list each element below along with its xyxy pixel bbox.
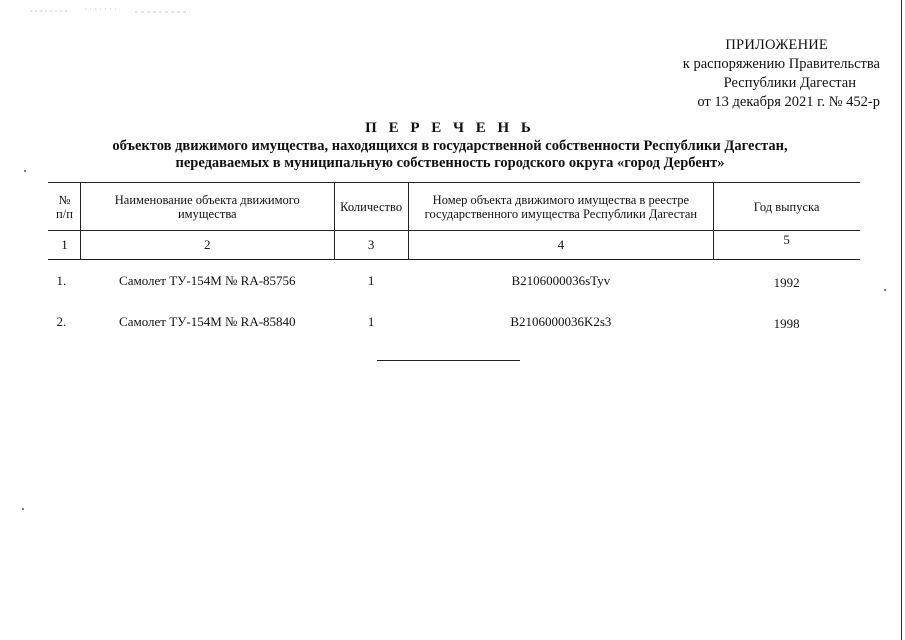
table-header-row	[49, 183, 860, 231]
scan-edge-line	[901, 0, 902, 640]
row-registry-number: B2106000036K2s3	[510, 313, 612, 329]
row-quantity: 1	[367, 272, 375, 288]
column-number: 5	[714, 231, 860, 260]
scan-artifact	[30, 4, 200, 18]
row-registry-number: B2106000036sTyv	[511, 272, 611, 288]
property-table	[48, 182, 860, 342]
column-number: 4	[408, 231, 714, 260]
title-word: П Е Р Е Ч Е Н Ь	[365, 120, 535, 136]
column-number: 3	[334, 231, 408, 260]
row-quantity: 1	[367, 313, 375, 329]
header-quantity: Количество	[334, 183, 408, 231]
table-row	[49, 260, 860, 302]
appendix-line-2: Республики Дагестан	[723, 75, 856, 91]
row-number: 1.	[56, 272, 67, 288]
scan-speck	[24, 170, 26, 172]
document-title	[60, 120, 840, 172]
column-number: 1	[49, 231, 81, 260]
row-year: 1998	[773, 316, 800, 331]
header-number: № п/п	[49, 183, 81, 231]
closing-rule	[377, 360, 520, 361]
column-number: 2	[80, 231, 334, 260]
row-name: Самолет ТУ-154М № RA-85840	[119, 313, 296, 329]
header-name: Наименование объекта движимого имущества	[80, 183, 334, 231]
row-year: 1992	[773, 275, 800, 290]
header-year: Год выпуска	[714, 183, 860, 231]
appendix-line-3: от 13 декабря 2021 г. № 452-р	[697, 94, 880, 110]
appendix-heading: ПРИЛОЖЕНИЕ	[725, 37, 828, 53]
header-registry-number: Номер объекта движимого имущества в реестре государственного имущества Республики Дагестан	[408, 183, 714, 231]
title-line-2: передаваемых в муниципальную собственность городского округа «город Дербент»	[175, 155, 725, 171]
appendix-line-1: к распоряжению Правительства	[682, 56, 880, 72]
appendix-block	[560, 36, 880, 112]
column-numbering-row	[49, 231, 860, 260]
row-name: Самолет ТУ-154М № RA-85756	[119, 272, 296, 288]
table-row	[49, 301, 860, 342]
row-number: 2.	[56, 313, 67, 329]
title-line-1: объектов движимого имущества, находящихся в государственной собственности Республики Дагестан,	[112, 138, 788, 154]
scan-speck	[884, 289, 886, 291]
scan-speck	[22, 508, 24, 510]
